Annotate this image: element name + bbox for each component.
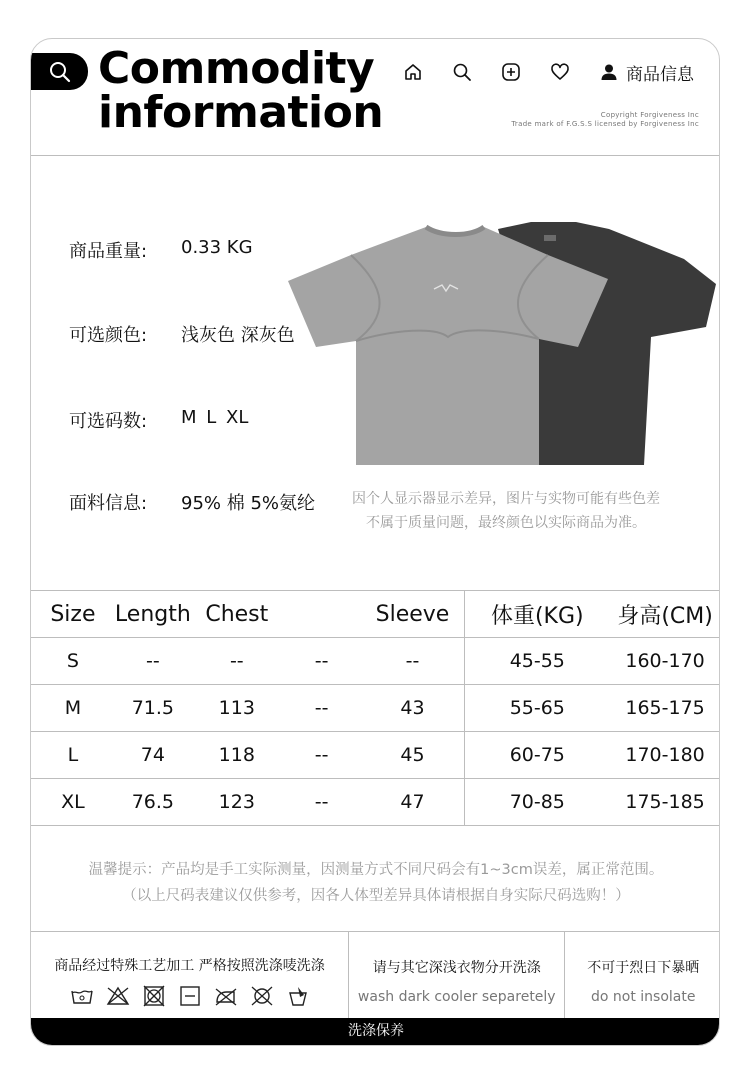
care-col-sun [564,932,720,1018]
home-icon [403,62,423,82]
home-button[interactable] [398,57,428,87]
care-section [31,932,720,1018]
spec-value: 0.33 KG [181,237,253,258]
table-cell: 74 [140,744,165,766]
spec-label: 可选码数: [69,411,148,432]
care-special-text: 商品经过特殊工艺加工 严格按照洗涤唛洗涤 [54,958,325,974]
title-line-1: Commodity [98,43,375,94]
col-header-length: Length [114,601,191,627]
col-header-size: Size [50,601,96,627]
add-icon [501,62,521,82]
care-icons [31,985,348,1007]
nav-label: 商品信息 [626,64,694,85]
table-cell: -- [405,650,420,672]
table-cell: 55-65 [465,685,609,732]
table-cell: 60-75 [465,732,609,779]
care-col-special [31,932,348,1018]
care-sun-cn: 不可于烈日下暴晒 [587,960,700,976]
color-disclaimer [326,487,686,535]
table-cell: -- [314,650,329,672]
table-cell: M [64,697,82,719]
add-button[interactable] [496,57,526,87]
spec-value: 95% 棉 5%氨纶 [181,493,316,514]
spec-sizes [69,407,248,433]
user-menu[interactable] [600,60,694,85]
heart-icon [550,62,570,82]
table-header-row [31,591,720,638]
table-cell: -- [146,650,160,672]
notes-line-1: 温馨提示：产品均是手工实际测量，因测量方式不同尺码会有1~3cm误差，属正常范围。 [88,862,664,878]
table-cell: 70-85 [465,779,609,826]
no-tumble-dry-icon [142,985,166,1007]
table-cell: 71.5 [131,697,175,719]
table-cell: XL [61,791,85,813]
table-cell: 165-175 [625,697,705,719]
table-row [31,638,720,685]
spec-label: 可选颜色: [69,325,148,346]
col-header-height: 身高(CM) [617,603,713,629]
notes-line-2: （以上尺码表建议仅供参考，因各人体型差异具体请根据自身实际尺码选购！） [122,888,630,904]
table-cell: -- [314,697,329,719]
col-header-chest: Chest [205,601,269,627]
table-cell: 118 [218,744,255,766]
spec-fabric [69,489,315,515]
table-cell: L [67,744,79,766]
wring-icon [286,985,310,1007]
disclaimer-line-1: 因个人显示器显示差异，图片与实物可能有些色差 [352,491,660,507]
table-cell: 76.5 [131,791,175,813]
table-cell: 43 [400,697,425,719]
care-separate-cn: 请与其它深浅衣物分开洗涤 [372,960,541,976]
table-row [31,732,720,779]
spec-label: 商品重量: [69,241,148,262]
header-divider [31,155,719,156]
copyright-text [511,111,699,129]
table-cell: -- [229,650,244,672]
care-col-separate [348,932,564,1018]
product-image [286,219,716,469]
title-line-2: information [98,87,384,138]
spec-weight [69,237,253,263]
col-header-weight: 体重(KG) [465,591,609,638]
table-row [31,779,720,826]
nav-search-button[interactable] [447,57,477,87]
top-nav [398,57,694,87]
no-iron-icon [214,985,238,1007]
copyright-line-2: Trade mark of F.G.S.S licensed by Forgiveness Inc [511,120,699,128]
dry-flat-icon [178,985,202,1007]
table-cell: 113 [218,697,255,719]
spec-label: 面料信息: [69,493,148,514]
search-icon [452,62,472,82]
spec-value: M L XL [181,407,249,428]
table-cell: 160-170 [625,650,705,672]
table-cell: 170-180 [625,744,705,766]
user-icon [600,63,618,81]
footer-label: 洗涤保养 [348,1023,404,1039]
care-sun-en: do not insolate [590,989,696,1005]
spec-value: 浅灰色 深灰色 [181,325,295,346]
no-dry-clean-icon [250,985,274,1007]
table-cell: -- [314,791,329,813]
table-cell: 175-185 [625,791,705,813]
table-cell: -- [314,744,329,766]
footer-bar [31,1018,720,1046]
favorite-button[interactable] [545,57,575,87]
disclaimer-line-2: 不属于质量问题，最终颜色以实际商品为准。 [366,515,646,531]
table-cell: 45 [400,744,425,766]
care-separate-en: wash dark cooler separetely [357,989,556,1005]
size-table [31,590,720,826]
search-button[interactable] [31,53,88,90]
product-info-card [30,38,720,1046]
search-icon [49,61,71,83]
page-title [98,43,384,138]
table-cell: 47 [400,791,425,813]
col-header-blank [283,591,361,638]
table-cell: S [66,650,79,672]
table-cell: 45-55 [465,638,609,685]
measurement-notes [31,857,720,909]
table-row [31,685,720,732]
no-bleach-icon [106,985,130,1007]
col-header-sleeve: Sleeve [375,601,450,627]
hand-wash-icon [70,985,94,1007]
copyright-line-1: Copyright Forgiveness Inc [600,111,699,119]
table-cell: 123 [218,791,255,813]
spec-colors [69,321,295,347]
